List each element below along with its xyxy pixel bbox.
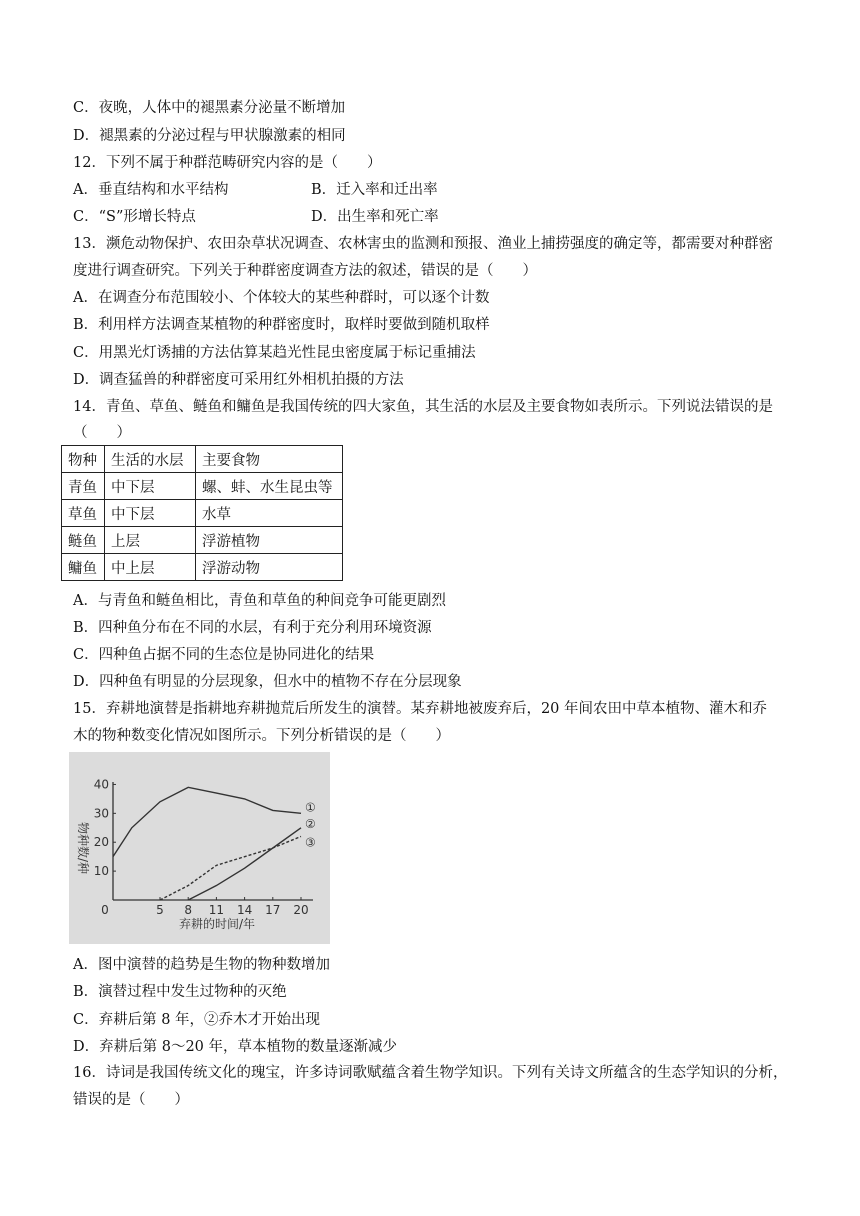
table-cell: 中下层 — [105, 500, 196, 527]
question-14-stem-line1: 14．青鱼、草鱼、鲢鱼和鳙鱼是我国传统的四大家鱼，其生活的水层及主要食物如表所示。下列说法错误的是 — [73, 399, 773, 415]
q12-option-c: C．“S”形增长特点 — [73, 209, 196, 225]
table-cell: 水草 — [196, 500, 343, 527]
table-cell: 青鱼 — [62, 473, 105, 500]
table-cell: 螺、蚌、水生昆虫等 — [196, 473, 343, 500]
option-d-q11: D．褪黑素的分泌过程与甲状腺激素的相同 — [73, 128, 346, 144]
x-tick-label: 8 — [184, 903, 193, 917]
x-tick-label: 17 — [265, 903, 281, 917]
y-tick-label: 40 — [93, 777, 109, 792]
fish-table — [61, 445, 343, 581]
table-cell: 浮游动物 — [196, 554, 343, 581]
x-tick-label: 20 — [293, 903, 309, 917]
question-13-stem-line2: 度进行调查研究。下列关于种群密度调查方法的叙述，错误的是（ ） — [73, 263, 537, 279]
table-cell: 中下层 — [105, 473, 196, 500]
question-12-stem: 12．下列不属于种群范畴研究内容的是（ ） — [73, 155, 382, 171]
question-16-stem-line1: 16．诗词是我国传统文化的瑰宝，许多诗词歌赋蕴含着生物学知识。下列有关诗文所蕴含的生态学知识的分析， — [73, 1065, 788, 1081]
x-tick-label: 14 — [236, 903, 253, 917]
series-label-3: ③ — [305, 835, 316, 850]
question-15-stem-line1: 15．弃耕地演替是指耕地弃耕抛荒后所发生的演替。某弃耕地被废弃后，20 年间农田中草本植物、灌木和乔 — [73, 701, 768, 717]
table-header-row — [62, 446, 343, 473]
q14-option-a: A．与青鱼和鲢鱼相比，青鱼和草鱼的种间竞争可能更剧烈 — [73, 593, 446, 609]
q14-option-d: D．四种鱼有明显的分层现象，但水中的植物不存在分层现象 — [73, 674, 462, 690]
x-tick-label: 5 — [156, 903, 164, 917]
series-line-1 — [113, 787, 301, 856]
question-16-stem-line2: 错误的是（ ） — [73, 1092, 189, 1108]
y-tick-label: 10 — [93, 864, 109, 879]
x-tick-label: 0 — [101, 903, 109, 917]
x-axis-title: 弃耕的时间/年 — [179, 917, 256, 931]
series-line-3 — [160, 836, 301, 900]
chart-svg — [69, 752, 330, 944]
q12-option-d: D．出生率和死亡率 — [311, 209, 439, 225]
q13-option-d: D．调查猛兽的种群密度可采用红外相机拍摄的方法 — [73, 372, 404, 388]
x-tick-label: 11 — [208, 903, 225, 917]
q14-option-b: B．四种鱼分布在不同的水层，有利于充分利用环境资源 — [73, 620, 432, 636]
table-cell: 鳙鱼 — [62, 554, 105, 581]
table-header: 主要食物 — [196, 446, 343, 473]
table-cell: 中上层 — [105, 554, 196, 581]
table-header: 生活的水层 — [105, 446, 196, 473]
q15-option-d: D．弃耕后第 8～20 年，草本植物的数量逐渐减少 — [73, 1039, 398, 1055]
question-15-stem-line2: 木的物种数变化情况如图所示。下列分析错误的是（ ） — [73, 728, 450, 744]
succession-chart — [69, 752, 330, 944]
table-cell: 上层 — [105, 527, 196, 554]
series-line-2 — [188, 828, 301, 900]
y-axis-title: 物种数/种 — [76, 822, 90, 875]
option-c-q11: C．夜晚，人体中的褪黑素分泌量不断增加 — [73, 100, 346, 116]
q13-option-c: C．用黑光灯诱捕的方法估算某趋光性昆虫密度属于标记重捕法 — [73, 345, 476, 361]
series-label-1: ① — [305, 800, 316, 815]
q14-option-c: C．四种鱼占据不同的生态位是协同进化的结果 — [73, 647, 375, 663]
y-tick-label: 30 — [93, 806, 109, 821]
table-cell: 浮游植物 — [196, 527, 343, 554]
table-cell: 鲢鱼 — [62, 527, 105, 554]
series-label-2: ② — [305, 816, 316, 831]
q12-option-a: A．垂直结构和水平结构 — [73, 182, 229, 198]
table-row — [62, 527, 343, 554]
table-row — [62, 554, 343, 581]
q15-option-c: C．弃耕后第 8 年，②乔木才开始出现 — [73, 1012, 321, 1028]
question-14-stem-line2: （ ） — [73, 425, 131, 441]
q15-option-a: A．图中演替的趋势是生物的物种数增加 — [73, 957, 330, 973]
question-13-stem-line1: 13．濒危动物保护、农田杂草状况调查、农林害虫的监测和预报、渔业上捕捞强度的确定等，都需要对种群密 — [73, 236, 773, 252]
q15-option-b: B．演替过程中发生过物种的灭绝 — [73, 984, 287, 1000]
table-row — [62, 473, 343, 500]
q13-option-b: B．利用样方法调查某植物的种群密度时，取样时要做到随机取样 — [73, 317, 490, 333]
q13-option-a: A．在调查分布范围较小、个体较大的某些种群时，可以逐个计数 — [73, 290, 490, 306]
table-header: 物种 — [62, 446, 105, 473]
table-cell: 草鱼 — [62, 500, 105, 527]
q12-option-b: B．迁入率和迁出率 — [311, 182, 438, 198]
y-tick-label: 20 — [93, 835, 109, 850]
table-row — [62, 500, 343, 527]
